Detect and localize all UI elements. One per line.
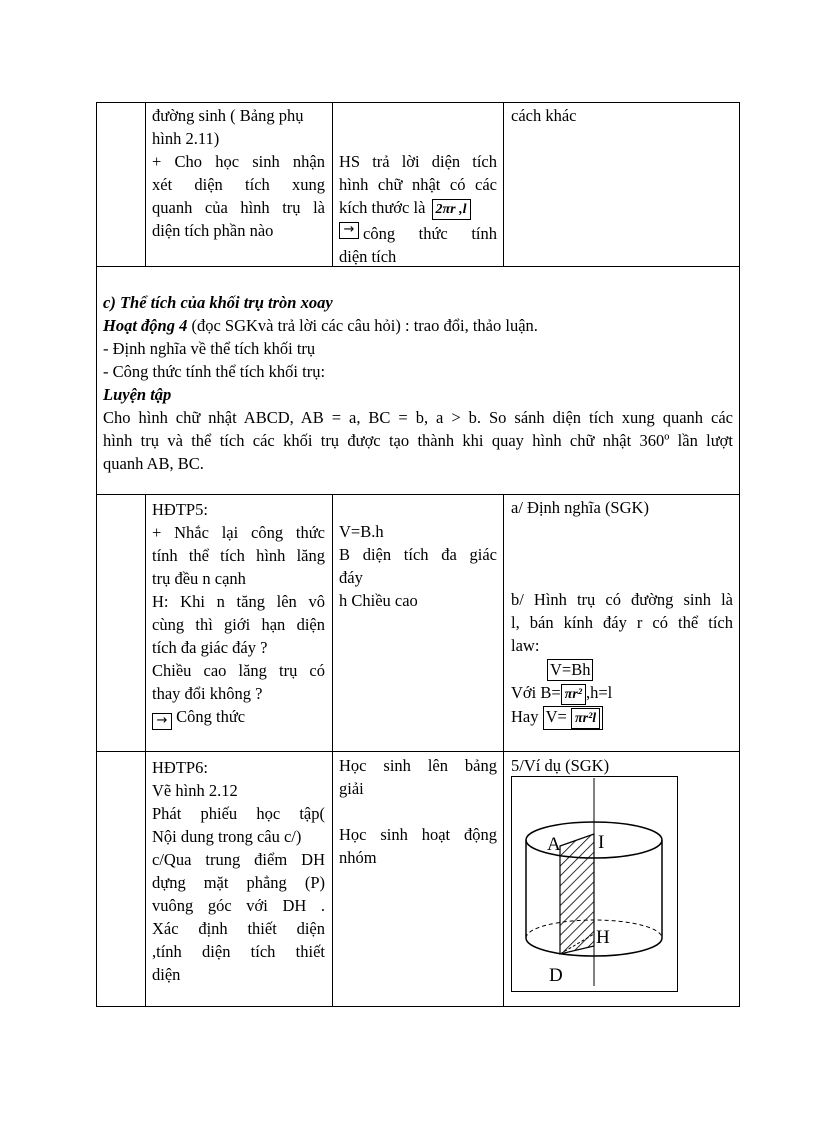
text-line: HS trả lời diện tích xyxy=(339,152,497,171)
formula-label: Công thức xyxy=(176,707,246,726)
text-line: diện tích phần nào xyxy=(152,221,274,240)
text-line xyxy=(339,196,497,220)
text-line: - Công thức tính thể tích khối trụ: xyxy=(103,362,326,381)
text-line: b/ Hình trụ có đường sinh là xyxy=(511,590,733,609)
text-line: B diện tích đa giác xyxy=(339,545,497,564)
text-line xyxy=(152,705,325,730)
col-divider-3b xyxy=(503,494,504,1007)
formula-line xyxy=(511,658,733,681)
formula-label: công thức tính xyxy=(363,224,497,243)
formula-box xyxy=(543,706,604,730)
text-line: ,tính diện tích thiết xyxy=(152,942,325,961)
practice-label: Luyện tập xyxy=(103,385,172,404)
text-line: trụ đều n cạnh xyxy=(152,569,246,588)
size-label: kích thước là xyxy=(339,198,426,217)
activity-text: (đọc SGKvà trả lời các câu hỏi) : trao đổi, thảo luận. xyxy=(187,316,538,335)
arrow-icon: → xyxy=(152,713,172,730)
text-line: law: xyxy=(511,636,540,655)
arrow-icon: → xyxy=(339,222,359,239)
row4-col2 xyxy=(152,756,325,986)
text-line: tích đa giác đáy ? xyxy=(152,638,268,657)
formula-box: V=Bh xyxy=(547,659,593,681)
text-line: thay đổi không ? xyxy=(152,684,263,703)
example-title: 5/Ví dụ (SGK) xyxy=(511,756,610,775)
label-A: A xyxy=(547,834,561,855)
text-line: hình chữ nhật có các xyxy=(339,175,497,194)
text-line: quanh của hình trụ là xyxy=(152,198,325,217)
formula-box: 2πr ,l xyxy=(432,199,471,220)
text-line: dựng mặt phẳng (P) xyxy=(152,873,325,892)
table-border-top xyxy=(96,102,740,103)
or-label: Hay xyxy=(511,707,539,726)
activity-label: Hoạt động 4 xyxy=(103,316,188,335)
text-line: Xác định thiết diện xyxy=(152,919,325,938)
text-line: + Nhắc lại công thức xyxy=(152,523,325,542)
row3-col3 xyxy=(339,520,497,612)
definition-line: a/ Định nghĩa (SGK) xyxy=(511,498,649,517)
formula-line xyxy=(511,681,733,705)
col-divider-2 xyxy=(332,102,333,266)
text-line: V=B.h xyxy=(339,522,384,541)
label-H: H xyxy=(596,927,610,948)
cylinder-figure xyxy=(511,776,678,992)
with-label: Với B= xyxy=(511,683,561,702)
text-line: đáy xyxy=(339,568,363,587)
text-line: c/Qua trung điểm DH xyxy=(152,850,325,869)
row1-col2 xyxy=(152,104,325,242)
col-divider-1b xyxy=(145,494,146,1007)
section-title: c) Thể tích của khối trụ tròn xoay xyxy=(103,293,333,312)
label-D: D xyxy=(549,965,563,986)
col-divider-2b xyxy=(332,494,333,1007)
text-line: hình 2.11) xyxy=(152,129,220,148)
text-line: Học sinh lên bảng xyxy=(339,756,497,775)
text-line: - Định nghĩa về thể tích khối trụ xyxy=(103,339,316,358)
row4-col4 xyxy=(511,754,609,777)
table-border-right xyxy=(739,102,740,1007)
table-border-bottom xyxy=(96,1006,740,1007)
with-suffix: ,h=l xyxy=(585,683,613,702)
table-border-left xyxy=(96,102,97,1007)
text-line: l, bán kính đáy r có thể tích xyxy=(511,613,733,632)
cross-section xyxy=(560,834,594,954)
text-line: HĐTP6: xyxy=(152,758,208,777)
activity-line xyxy=(103,314,733,337)
col-divider-1 xyxy=(145,102,146,266)
text-line: Vẽ hình 2.12 xyxy=(152,781,238,800)
text-line: Học sinh hoạt động xyxy=(339,825,497,844)
row-divider-2 xyxy=(96,494,740,495)
section-c xyxy=(103,291,733,475)
text-line: Cho hình chữ nhật ABCD, AB = a, BC = b, a > b. So sánh diện tích xung quanh các xyxy=(103,408,733,427)
text-line: hình trụ và thể tích các khối trụ được tạo thành khi quay hình chữ nhật 360º lần lượt xyxy=(103,431,733,450)
text-line: Nội dung trong câu c/) xyxy=(152,827,302,846)
text-line: cùng thì giới hạn diện xyxy=(152,615,325,634)
text-line: nhóm xyxy=(339,848,377,867)
formula-box-inner: πr²l xyxy=(571,708,600,729)
text-line: diện xyxy=(152,965,181,984)
text-line: vuông góc với DH . xyxy=(152,896,325,915)
text-line xyxy=(339,222,497,245)
text-line: H: Khi n tăng lên vô xyxy=(152,592,325,611)
row1-col4 xyxy=(511,104,577,127)
text-line: cách khác xyxy=(511,106,577,125)
v-label: V= xyxy=(545,707,567,726)
row-divider-3 xyxy=(96,751,740,752)
text-line: Phát phiếu học tập( xyxy=(152,804,325,823)
text-line: đường sinh ( Bảng phụ xyxy=(152,106,304,125)
text-line: diện tích xyxy=(339,247,397,266)
row3-col4 xyxy=(511,496,733,730)
text-line: quanh AB, BC. xyxy=(103,454,204,473)
text-line: Chiều cao lăng trụ có xyxy=(152,661,325,680)
text-line: + Cho học sinh nhận xyxy=(152,152,325,171)
text-line: giải xyxy=(339,779,364,798)
col-divider-3 xyxy=(503,102,504,266)
row3-col2 xyxy=(152,498,325,730)
row1-col3 xyxy=(339,150,497,268)
formula-box: πr² xyxy=(561,684,586,705)
text-line: xét diện tích xung xyxy=(152,175,325,194)
text-line: h Chiều cao xyxy=(339,591,418,610)
row4-col3 xyxy=(339,754,497,869)
text-line: tính thể tích hình lăng xyxy=(152,546,325,565)
formula-line xyxy=(511,705,733,730)
label-I: I xyxy=(598,832,605,853)
text-line: HĐTP5: xyxy=(152,500,208,519)
